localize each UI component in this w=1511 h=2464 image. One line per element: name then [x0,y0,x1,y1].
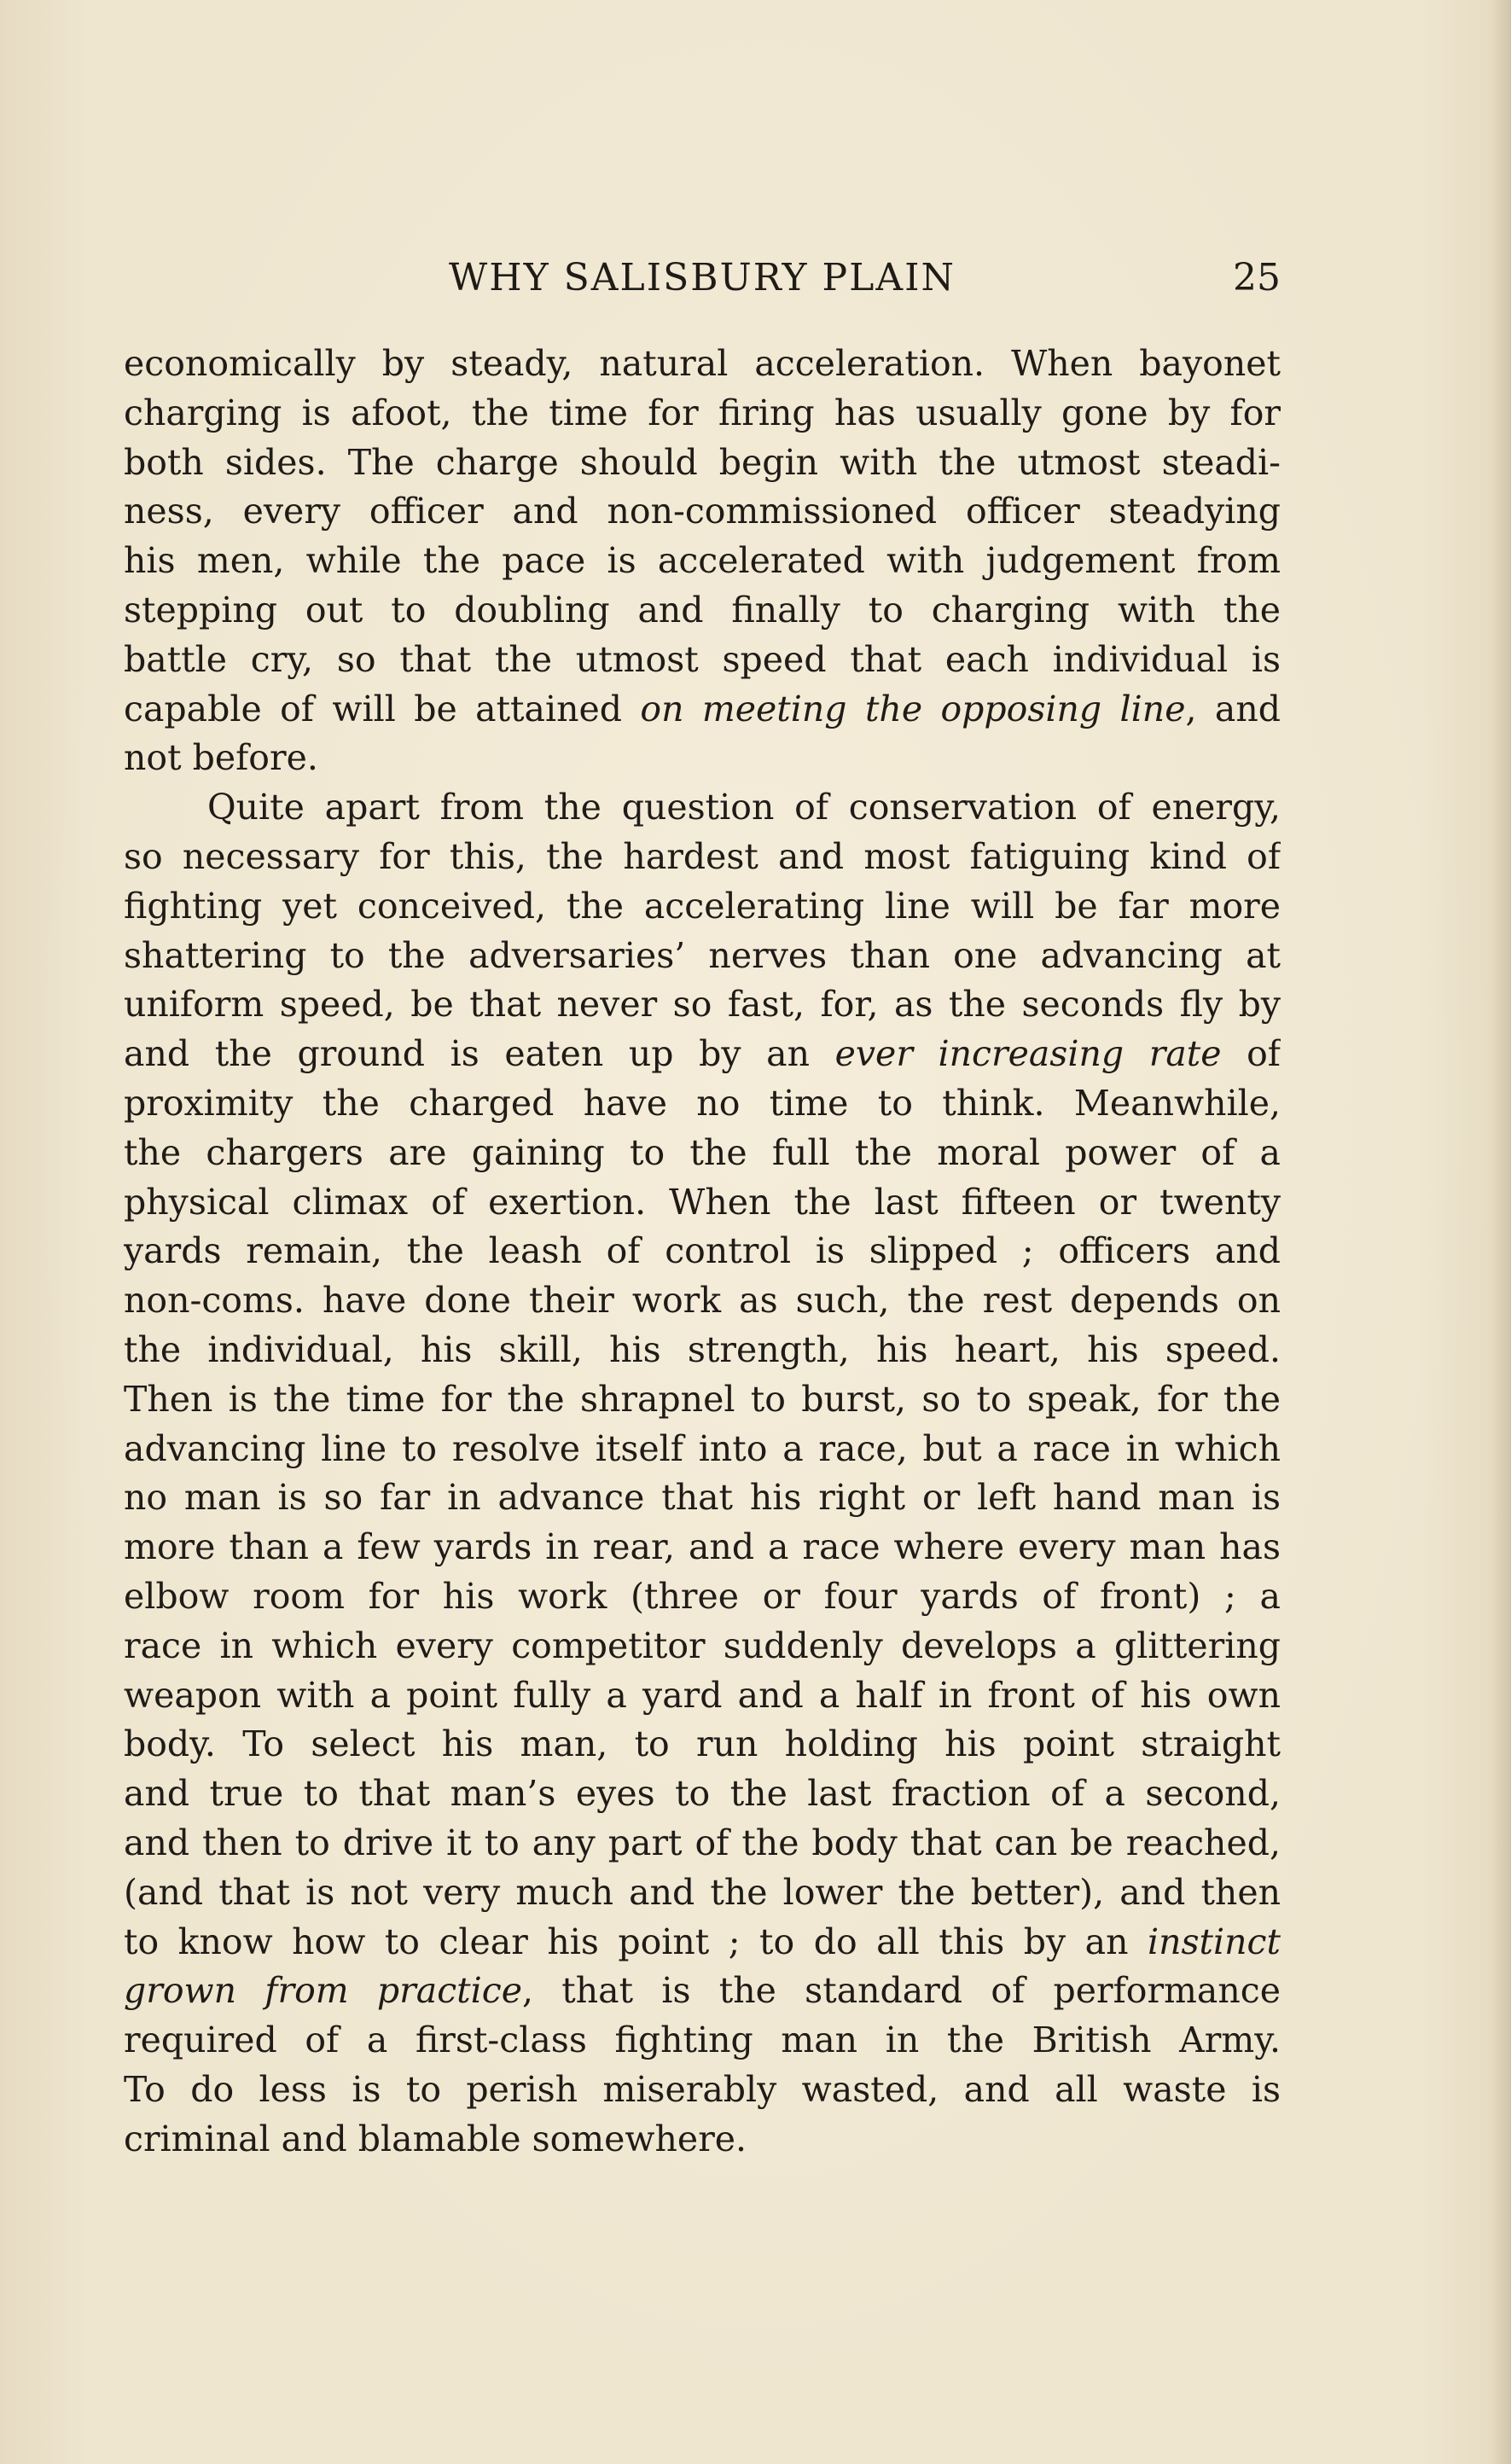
text-line [124,1671,1281,1721]
text-segment: the chargers are gaining to the full the moral power of a [124,1131,1281,1173]
text-line [124,1326,1281,1375]
text-segment: race in which every competitor suddenly develops a glittering [124,1624,1281,1666]
text-segment: fighting yet conceived, the accelerating line will be far more [124,885,1281,927]
text-segment: criminal and blamable somewhere. [124,2118,747,2159]
text-segment: so necessary for this, the hardest and most fatiguing kind of [124,835,1281,877]
text-line [124,1622,1281,1671]
text-line [124,1720,1281,1770]
text-segment: and true to that man’s eyes to the last fraction of a second, [124,1773,1281,1815]
text-segment: non-coms. have done their work as such, the rest depends on [124,1280,1281,1322]
text-line [124,2066,1281,2115]
text-line [124,1375,1281,1425]
text-segment: economically by steady, natural acceleration. When bayonet [124,343,1281,384]
text-segment: and then to drive it to any part of the body that can be reached, [124,1822,1281,1863]
text-line [124,1572,1281,1622]
text-segment: body. To select his man, to run holding his point straight [124,1723,1281,1765]
text-line [124,1967,1281,2016]
text-line [124,1770,1281,1819]
text-line [124,1030,1281,1079]
text-segment: , that is the standard of performance [521,1970,1281,2012]
text-line [124,833,1281,882]
text-segment: shattering to the adversaries’ nerves than one advancing at [124,934,1281,976]
text-segment: elbow room for his work (three or four yards of front) ; a [124,1575,1281,1617]
text-segment: Then is the time for the shrapnel to burst, so to speak, for the [124,1378,1281,1420]
text-segment: battle cry, so that the utmost speed that each individual is [124,638,1281,680]
text-line [124,1819,1281,1868]
text-line [124,2016,1281,2066]
running-head: WHY SALISBURY PLAIN [449,256,956,299]
paragraph [124,340,1281,783]
italic-text: grown from practice [124,1970,522,2012]
text-line [124,734,1281,783]
text-segment: his men, while the pace is accelerated with judgement from [124,540,1281,582]
text-segment: more than a few yards in rear, and a race where every man has [124,1526,1281,1568]
italic-text: instinct [1148,1921,1281,1962]
italic-text: on meeting the opposing line [640,688,1186,729]
text-segment: uniform speed, be that never so fast, for, as the seconds fly by [124,984,1281,1026]
text-segment: no man is so far in advance that his right or left hand man is [124,1477,1281,1519]
text-segment: and the ground is eaten up by an [124,1033,835,1075]
page-edge-shadow [1491,0,1511,2464]
text-line [124,932,1281,981]
page-header [124,253,1281,304]
text-line [124,487,1281,537]
text-line [124,783,1281,833]
text-segment: advancing line to resolve itself into a race, but a race in which [124,1427,1281,1469]
text-segment: Quite apart from the question of conservation of energy, [207,787,1281,828]
text-line [124,980,1281,1030]
body-text [124,340,1281,2164]
text-line [124,1178,1281,1228]
text-segment: to know how to clear his point ; to do all this by an [124,1921,1148,1962]
text-line [124,537,1281,586]
page-number: 25 [1233,256,1281,299]
text-segment: not before. [124,737,318,779]
text-segment: stepping out to doubling and finally to charging with the [124,589,1281,631]
text-line [124,586,1281,636]
text-segment: weapon with a point fully a yard and a half in front of his own [124,1674,1281,1716]
text-segment: physical climax of exertion. When the last fifteen or twenty [124,1181,1281,1223]
text-segment: the individual, his skill, his strength, his heart, his speed. [124,1328,1281,1370]
text-segment: required of a first-class fighting man in the British Army. [124,2019,1281,2061]
text-line [124,636,1281,685]
text-segment: , and [1185,688,1281,729]
text-line [124,882,1281,932]
text-line [124,340,1281,389]
text-line [124,1129,1281,1178]
text-segment: To do less is to perish miserably wasted, and all waste is [124,2068,1281,2110]
text-line [124,1523,1281,1572]
italic-text: ever increasing rate [834,1033,1222,1075]
text-line [124,1425,1281,1474]
text-line [124,1868,1281,1918]
text-segment: capable of will be attained [124,688,641,729]
text-line [124,1079,1281,1129]
text-line [124,685,1281,735]
text-segment: yards remain, the leash of control is slipped ; officers and [124,1230,1281,1272]
paragraph [124,783,1281,2164]
text-segment: both sides. The charge should begin with the utmost steadi- [124,441,1281,483]
text-line [124,439,1281,488]
text-line [124,389,1281,439]
text-line [124,2115,1281,2165]
text-line [124,1918,1281,1967]
text-segment: proximity the charged have no time to think. Meanwhile, [124,1082,1281,1124]
text-segment: (and that is not very much and the lower the better), and then [124,1871,1281,1913]
text-segment: charging is afoot, the time for firing has usually gone by for [124,392,1281,433]
text-line [124,1473,1281,1523]
text-segment: of [1221,1033,1281,1075]
text-line [124,1276,1281,1326]
text-line [124,1227,1281,1276]
text-segment: ness, every officer and non-commissioned officer steadying [124,491,1281,532]
